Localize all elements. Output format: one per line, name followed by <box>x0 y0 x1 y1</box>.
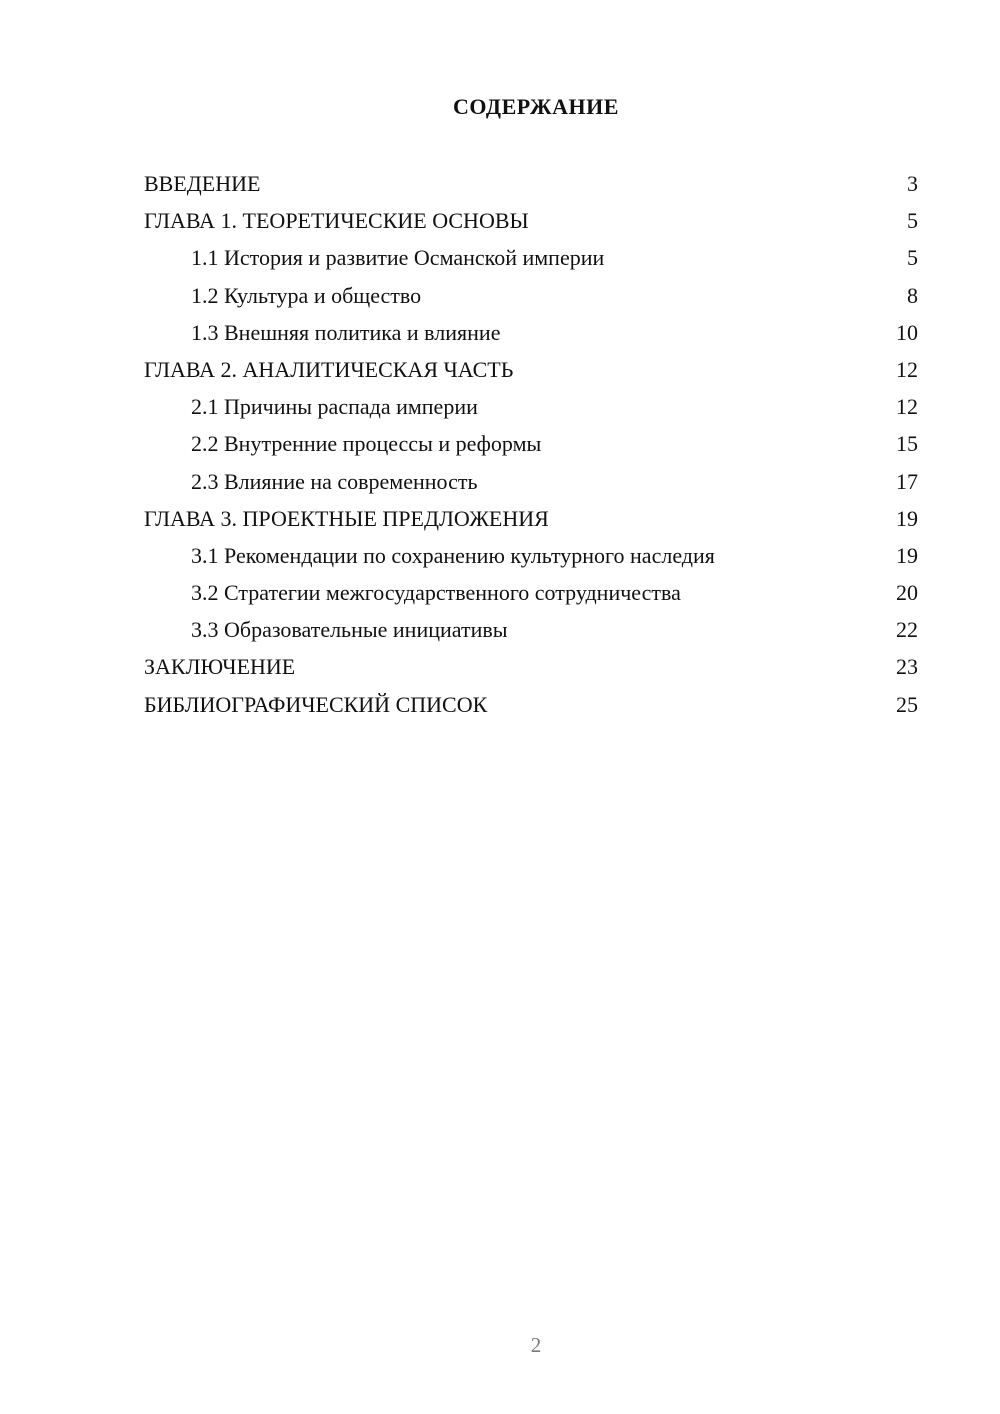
toc-entry-page: 12 <box>896 394 918 420</box>
toc-entry-page: 20 <box>896 580 918 606</box>
toc-entry-label: 1.1 История и развитие Османской империи <box>191 245 605 271</box>
toc-entry-page: 5 <box>907 208 918 234</box>
toc-entry-label: ГЛАВА 1. ТЕОРЕТИЧЕСКИЕ ОСНОВЫ <box>144 208 529 234</box>
toc-entry-label: ГЛАВА 3. ПРОЕКТНЫЕ ПРЕДЛОЖЕНИЯ <box>144 505 549 531</box>
toc-entry-page: 5 <box>907 245 918 271</box>
toc-entry-section-3-3[interactable] <box>144 611 918 648</box>
toc-entry-label: 3.1 Рекомендации по сохранению культурного наследия <box>191 542 715 568</box>
toc-entry-introduction[interactable] <box>144 165 918 202</box>
toc-entry-section-3-2[interactable] <box>144 574 918 611</box>
toc-entry-section-2-1[interactable] <box>144 388 918 425</box>
toc-entry-label: 1.3 Внешняя политика и влияние <box>191 319 501 345</box>
toc-entry-section-1-3[interactable] <box>144 314 918 351</box>
toc-entry-label: 2.1 Причины распада империи <box>191 394 478 420</box>
toc-entry-page: 10 <box>896 319 918 345</box>
toc-entry-page: 3 <box>907 171 918 196</box>
toc-entry-page: 23 <box>896 654 918 680</box>
toc-entry-chapter-3[interactable] <box>144 500 918 537</box>
toc-entry-page: 25 <box>896 691 918 717</box>
toc-entry-section-1-1[interactable] <box>144 239 918 276</box>
toc-entry-section-3-1[interactable] <box>144 537 918 574</box>
toc-entry-page: 17 <box>896 468 918 494</box>
toc-entry-label: ГЛАВА 2. АНАЛИТИЧЕСКАЯ ЧАСТЬ <box>144 356 514 382</box>
toc-entry-label: ВВЕДЕНИЕ <box>144 171 261 196</box>
toc-entry-conclusion[interactable] <box>144 648 918 685</box>
toc-entry-section-1-2[interactable] <box>144 277 918 314</box>
toc-entry-label: ЗАКЛЮЧЕНИЕ <box>144 654 296 680</box>
toc-entry-label: 1.2 Культура и общество <box>191 282 422 308</box>
toc-entry-section-2-3[interactable] <box>144 463 918 500</box>
toc-entry-label: 2.3 Влияние на современность <box>191 468 478 494</box>
toc-entry-chapter-2[interactable] <box>144 351 918 388</box>
toc-entry-bibliography[interactable] <box>144 686 918 723</box>
toc-entry-page: 12 <box>896 356 918 382</box>
toc-entry-page: 19 <box>896 505 918 531</box>
toc-entry-page: 8 <box>907 282 918 308</box>
toc-entry-page: 19 <box>896 542 918 568</box>
toc-entry-page: 22 <box>896 617 918 643</box>
page-number: 2 <box>530 1333 542 1357</box>
toc-entry-label: 3.2 Стратегии межгосударственного сотрудничества <box>191 580 681 606</box>
toc-list <box>144 165 918 723</box>
toc-entry-label: 3.3 Образовательные инициативы <box>191 617 508 643</box>
toc-entry-label: БИБЛИОГРАФИЧЕСКИЙ СПИСОК <box>144 691 488 717</box>
toc-entry-page: 15 <box>896 431 918 457</box>
toc-entry-label: 2.2 Внутренние процессы и реформы <box>191 431 542 457</box>
toc-entry-chapter-1[interactable] <box>144 202 918 239</box>
toc-title: СОДЕРЖАНИЕ <box>453 94 619 119</box>
toc-entry-section-2-2[interactable] <box>144 425 918 462</box>
